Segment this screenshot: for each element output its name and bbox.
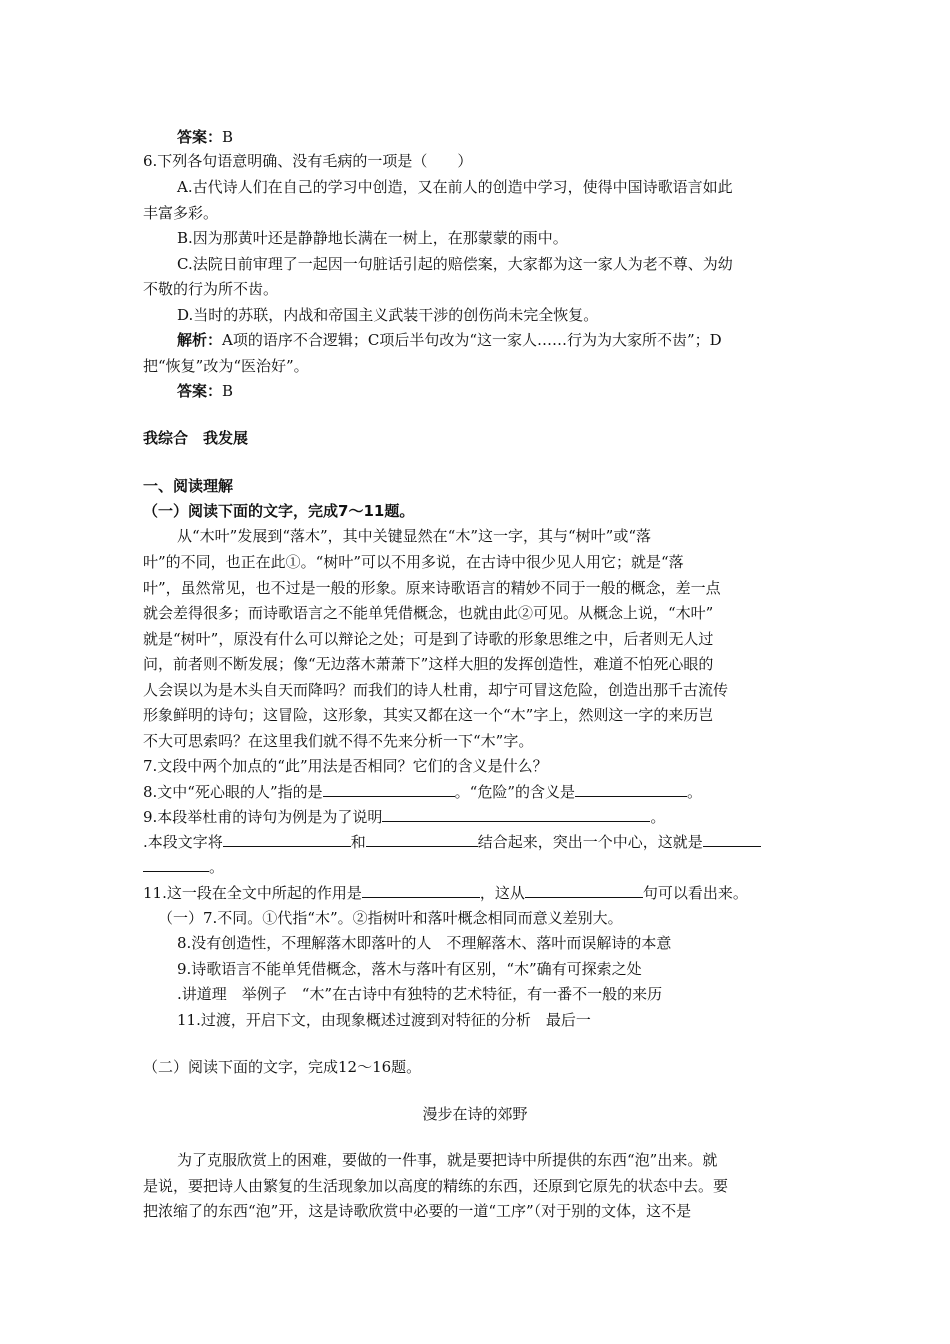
q9-text: 9.本段举杜甫的诗句为例是为了说明 (143, 808, 383, 826)
passage2-line: 为了克服欣赏上的困难，要做的一件事，就是要把诗中所提供的东西“泡”出来。就 (177, 1151, 718, 1169)
q6-analysis-line2: 把“恢复”改为“医治好”。 (143, 357, 309, 375)
question-10-line2 (143, 857, 224, 877)
answer-blank (575, 782, 687, 797)
q9-text: 。 (650, 808, 666, 826)
answer-value: B (222, 382, 234, 400)
q6-answer-line (177, 381, 233, 401)
answer-key-line: 8.没有创造性，不理解落木即落叶的人 不理解落木、落叶而误解诗的本意 (177, 934, 672, 952)
q8-text: 。“危险”的含义是 (454, 783, 575, 801)
question-11 (143, 883, 748, 903)
q10-text: 结合起来，突出一个中心，这就是 (477, 833, 703, 851)
q10-text: 。 (209, 858, 225, 876)
q6-option-c-line1: C.法院日前审理了一起因一句脏话引起的赔偿案，大家都为这一家人为老不尊、为幼 (177, 255, 733, 273)
answer-blank (323, 782, 455, 797)
q11-text: 11.这一段在全文中所起的作用是 (143, 884, 362, 902)
answer-blank (703, 832, 761, 847)
q6-stem: 6.下列各句语意明确、没有毛病的一项是（ ） (143, 152, 473, 170)
section-title: 我综合 我发展 (143, 429, 249, 447)
q6-option-b: B.因为那黄叶还是静静地长满在一树上，在那蒙蒙的雨中。 (177, 229, 568, 247)
group2-title: （二）阅读下面的文字，完成12～16题。 (143, 1058, 422, 1076)
answer-blank (223, 832, 351, 847)
passage1-line: 从“木叶”发展到“落木”，其中关键显然在“木”这一字，其与“树叶”或“落 (177, 527, 652, 545)
passage1-line: 就会差得很多；而诗歌语言之不能单凭借概念，也就由此②可见。从概念上说，“木叶” (143, 604, 714, 622)
passage1-line: 叶”，虽然常见，也不过是一般的形象。原来诗歌语言的精妙不同于一般的概念，差一点 (143, 579, 721, 597)
question-10-line1 (143, 832, 761, 852)
answer-label: 答案： (177, 128, 223, 146)
answer-blank (143, 857, 209, 872)
q5-answer-line (177, 127, 233, 147)
answer-key-line: 11.过渡，开启下文，由现象概述过渡到对特征的分析 最后一 (177, 1011, 591, 1029)
q8-text: 8.文中“死心眼的人”指的是 (143, 783, 323, 801)
answer-blank (366, 832, 478, 847)
passage2-line: 把浓缩了的东西“泡”开，这是诗歌欣赏中必要的一道“工序”（对于别的文体，这不是 (143, 1202, 692, 1220)
passage1-line: 形象鲜明的诗句；这冒险，这形象，其实又都在这一个“木”字上，然则这一字的来历岂 (143, 706, 714, 724)
essay-title: 漫步在诗的郊野 (422, 1105, 528, 1123)
passage1-line: 人会误以为是木头自天而降吗？而我们的诗人杜甫，却宁可冒这危险，创造出那千古流传 (143, 681, 729, 699)
analysis-text: A项的语序不合逻辑；C项后半句改为“这一家人……行为为大家所不齿”；D (222, 331, 722, 349)
answer-key-line: 9.诗歌语言不能单凭借概念，落木与落叶有区别，“木”确有可探索之处 (177, 960, 642, 978)
q11-text: 句可以看出来。 (642, 884, 748, 902)
q6-option-a-line1: A.古代诗人们在自己的学习中创造，又在前人的创造中学习，使得中国诗歌语言如此 (177, 178, 733, 196)
passage1-line: 不大可思索吗？在这里我们就不得不先来分析一下“木”字。 (143, 732, 534, 750)
part1-title: 一、阅读理解 (143, 477, 234, 495)
answer-label: 答案： (177, 382, 223, 400)
question-7: 7.文段中两个加点的“此”用法是否相同？它们的含义是什么？ (143, 757, 548, 775)
q8-text: 。 (687, 783, 703, 801)
q10-text: .本段文字将 (143, 833, 223, 851)
passage1-line: 就是“树叶”，原没有什么可以辩论之处；可是到了诗歌的形象思维之中，后者则无人过 (143, 630, 714, 648)
passage1-line: 叶”的不同，也正在此①。“树叶”可以不用多说，在古诗中很少见人用它；就是“落 (143, 553, 684, 571)
answer-key-line: （一）7.不同。①代指“木”。②指树叶和落叶概念相同而意义差别大。 (158, 909, 623, 927)
q10-text: 和 (350, 833, 366, 851)
answer-value: B (222, 128, 234, 146)
answer-blank (382, 807, 650, 822)
q6-analysis-line1 (177, 330, 722, 350)
answer-key-line: .讲道理 举例子 “木”在古诗中有独特的艺术特征，有一番不一般的来历 (177, 985, 663, 1003)
group1-title: （一）阅读下面的文字，完成7～11题。 (143, 502, 415, 520)
q6-option-d: D.当时的苏联，内战和帝国主义武装干涉的创伤尚未完全恢复。 (177, 306, 599, 324)
analysis-label: 解析： (177, 331, 223, 349)
q11-text: ，这从 (479, 884, 525, 902)
answer-blank (362, 883, 480, 898)
passage2-line: 是说，要把诗人由繁复的生活现象加以高度的精练的东西，还原到它原先的状态中去。要 (143, 1177, 729, 1195)
question-9 (143, 807, 665, 827)
answer-blank (525, 883, 643, 898)
question-8 (143, 782, 702, 802)
passage1-line: 问，前者则不断发展；像“无边落木萧萧下”这样大胆的发挥创造性，难道不怕死心眼的 (143, 655, 714, 673)
q6-option-c-line2: 不敬的行为所不齿。 (143, 280, 279, 298)
q6-option-a-line2: 丰富多彩。 (143, 204, 219, 222)
